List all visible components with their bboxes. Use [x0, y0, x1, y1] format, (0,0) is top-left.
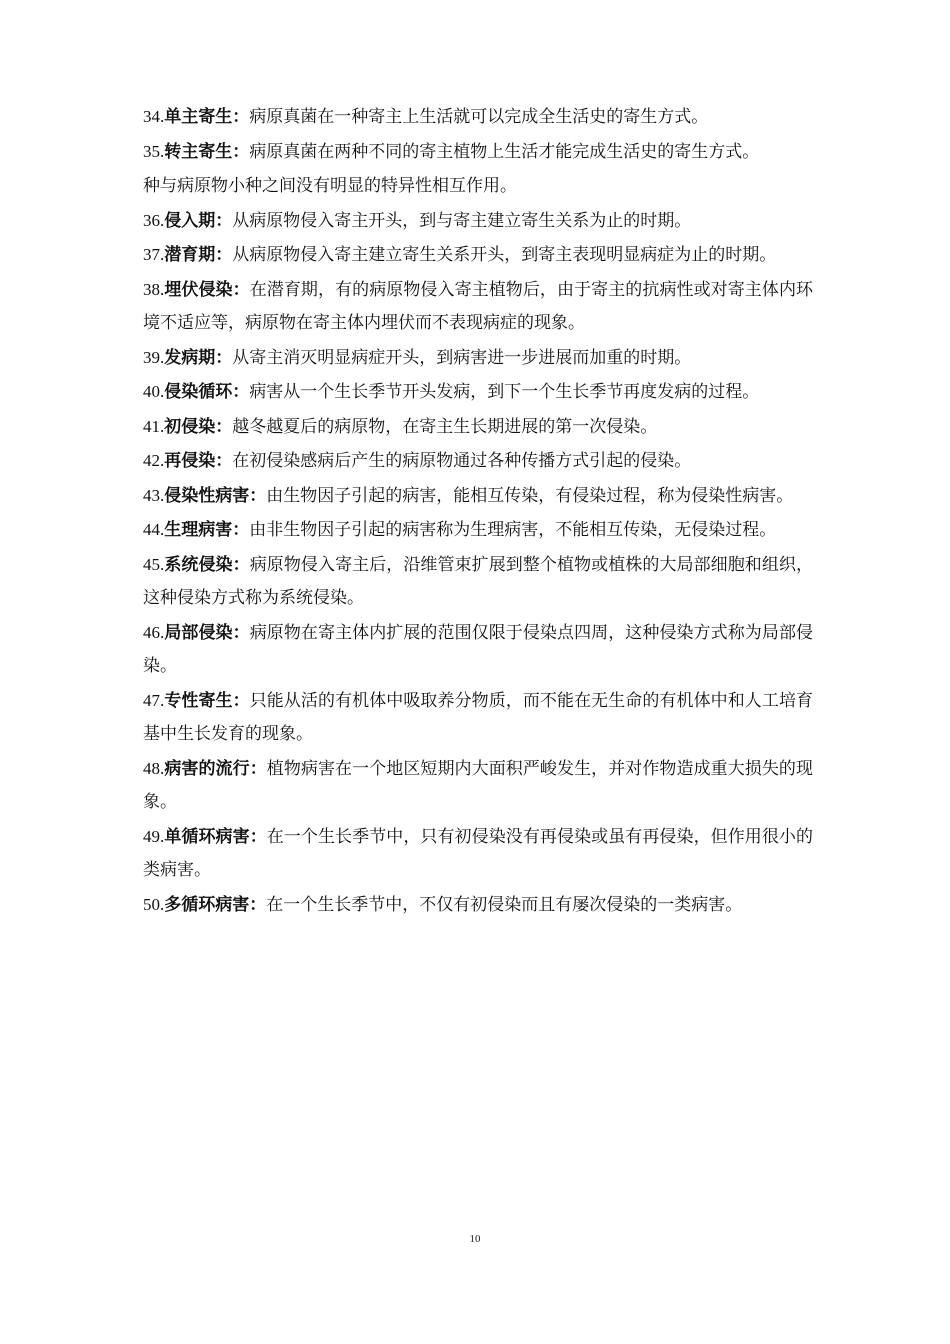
- glossary-entry: [143, 888, 813, 923]
- entry-number: 44.: [143, 520, 165, 539]
- glossary-entry: [143, 341, 813, 376]
- entry-number: 34.: [143, 107, 165, 126]
- entry-definition: 从病原物侵入寄主建立寄生关系开头，到寄主表现明显病症为止的时期。: [232, 245, 777, 265]
- entry-definition: 在一个生长季节中，不仅有初侵染而且有屡次侵染的一类病害。: [266, 894, 743, 915]
- entry-number: 46.: [143, 622, 165, 642]
- entry-number: 40.: [143, 382, 165, 401]
- entry-definition: 在初侵染感病后产生的病原物通过各种传播方式引起的侵染。: [232, 451, 692, 471]
- entry-definition: 病原物在寄主体内扩展的范围仅限于侵染点四周，这种侵染方式称为局部侵染。: [143, 622, 814, 676]
- entry-separator: ：: [249, 758, 267, 779]
- glossary-entry: [143, 238, 813, 273]
- entry-number: 41.: [143, 416, 165, 436]
- entry-term: 多循环病害: [164, 894, 250, 915]
- entry-number: 35.: [143, 141, 165, 161]
- entry-term: 侵染循环: [164, 382, 233, 402]
- entry-term: 埋伏侵染: [164, 279, 233, 300]
- entry-number: 38.: [143, 279, 165, 299]
- entry-separator: ：: [249, 826, 267, 847]
- entry-definition: 由非生物因子引起的病害称为生理病害，不能相互传染，无侵染过程。: [249, 520, 777, 540]
- entry-separator: ：: [249, 485, 267, 506]
- entry-number: 48.: [143, 758, 165, 778]
- entry-number: 37.: [143, 245, 165, 264]
- entry-separator: ：: [232, 520, 250, 540]
- glossary-entry: [143, 684, 813, 752]
- entry-number: 42.: [143, 451, 165, 470]
- entry-term: 病害的流行: [164, 758, 250, 779]
- entry-separator: ：: [215, 416, 233, 437]
- entry-term: 再侵染: [164, 451, 216, 471]
- entry-definition: 从寄主消灭明显病症开头，到病害进一步进展而加重的时期。: [232, 347, 692, 368]
- entry-term: 单主寄生: [164, 107, 233, 127]
- entry-definition: 病害从一个生长季节开头发病，到下一个生长季节再度发病的过程。: [249, 382, 760, 402]
- entry-number: 43.: [143, 485, 165, 505]
- page-number: 10: [469, 1233, 481, 1245]
- glossary-entry: [143, 479, 813, 514]
- entry-term: 局部侵染: [164, 622, 233, 643]
- glossary-entry: [143, 548, 813, 616]
- entry-number: 49.: [143, 826, 165, 846]
- entry-separator: ：: [232, 107, 250, 127]
- entry-number: 50.: [143, 894, 165, 914]
- glossary-entry: [143, 752, 813, 820]
- entry-term: 发病期: [164, 347, 216, 368]
- entry-term: 侵入期: [164, 210, 216, 231]
- glossary-entry: [143, 375, 813, 410]
- entry-definition: 病原真菌在一种寄主上生活就可以完成全生活史的寄生方式。: [249, 107, 709, 127]
- entry-number: 45.: [143, 554, 165, 574]
- entry-separator: ：: [215, 347, 233, 368]
- glossary-entry: [143, 513, 813, 548]
- entry-number: 47.: [143, 690, 165, 710]
- glossary-entry: [143, 410, 813, 445]
- glossary-entry: [143, 616, 813, 684]
- entry-definition: 在潜育期，有的病原物侵入寄主植物后，由于寄主的抗病性或对寄主体内环境不适应等，病原物在寄主体内埋伏而不表现病症的现象。: [143, 279, 814, 333]
- entry-term: 转主寄生: [164, 141, 233, 162]
- entry-separator: ：: [232, 554, 250, 575]
- entry-definition: 种与病原物小种之间没有明显的特异性相互作用。: [143, 176, 517, 196]
- entry-separator: ：: [232, 690, 250, 711]
- entry-definition: 在一个生长季节中，只有初侵染没有再侵染或虽有再侵染，但作用很小的类病害。: [143, 826, 814, 880]
- entry-separator: ：: [249, 894, 267, 915]
- entry-separator: ：: [215, 210, 233, 231]
- entry-separator: ：: [232, 141, 250, 162]
- entry-definition: 只能从活的有机体中吸取养分物质，而不能在无生命的有机体中和人工培育基中生长发育的现象。: [143, 690, 814, 744]
- document-body: [143, 100, 813, 922]
- entry-separator: ：: [215, 451, 233, 471]
- entry-term: 生理病害: [164, 520, 233, 540]
- entry-term: 单循环病害: [164, 826, 250, 847]
- entry-term: 专性寄生: [164, 690, 233, 711]
- entry-definition: 植物病害在一个地区短期内大面积严峻发生，并对作物造成重大损失的现象。: [143, 758, 814, 812]
- entry-definition: 越冬越夏后的病原物，在寄主生长期进展的第一次侵染。: [232, 416, 658, 437]
- glossary-entry: [143, 169, 813, 204]
- glossary-entry: [143, 444, 813, 479]
- entry-definition: 病原物侵入寄主后，沿维管束扩展到整个植物或植株的大局部细胞和组织，这种侵染方式称为系统侵染。: [143, 554, 814, 608]
- entry-definition: 由生物因子引起的病害，能相互传染，有侵染过程，称为侵染性病害。: [266, 485, 794, 506]
- entry-term: 初侵染: [164, 416, 216, 437]
- entry-separator: ：: [232, 279, 250, 300]
- glossary-entry: [143, 204, 813, 239]
- glossary-entry: [143, 135, 813, 170]
- entry-separator: ：: [232, 382, 250, 402]
- glossary-entry: [143, 100, 813, 135]
- entry-separator: ：: [215, 245, 233, 265]
- entry-definition: 从病原物侵入寄主开头，到与寄主建立寄生关系为止的时期。: [232, 210, 692, 231]
- entry-definition: 病原真菌在两种不同的寄主植物上生活才能完成生活史的寄生方式。: [249, 141, 760, 162]
- glossary-entry: [143, 820, 813, 888]
- entry-separator: ：: [232, 622, 250, 643]
- entry-term: 侵染性病害: [164, 485, 250, 506]
- entry-term: 潜育期: [164, 245, 216, 265]
- entry-term: 系统侵染: [164, 554, 233, 575]
- glossary-entry: [143, 273, 813, 341]
- entry-number: 36.: [143, 210, 165, 230]
- entry-number: 39.: [143, 347, 165, 367]
